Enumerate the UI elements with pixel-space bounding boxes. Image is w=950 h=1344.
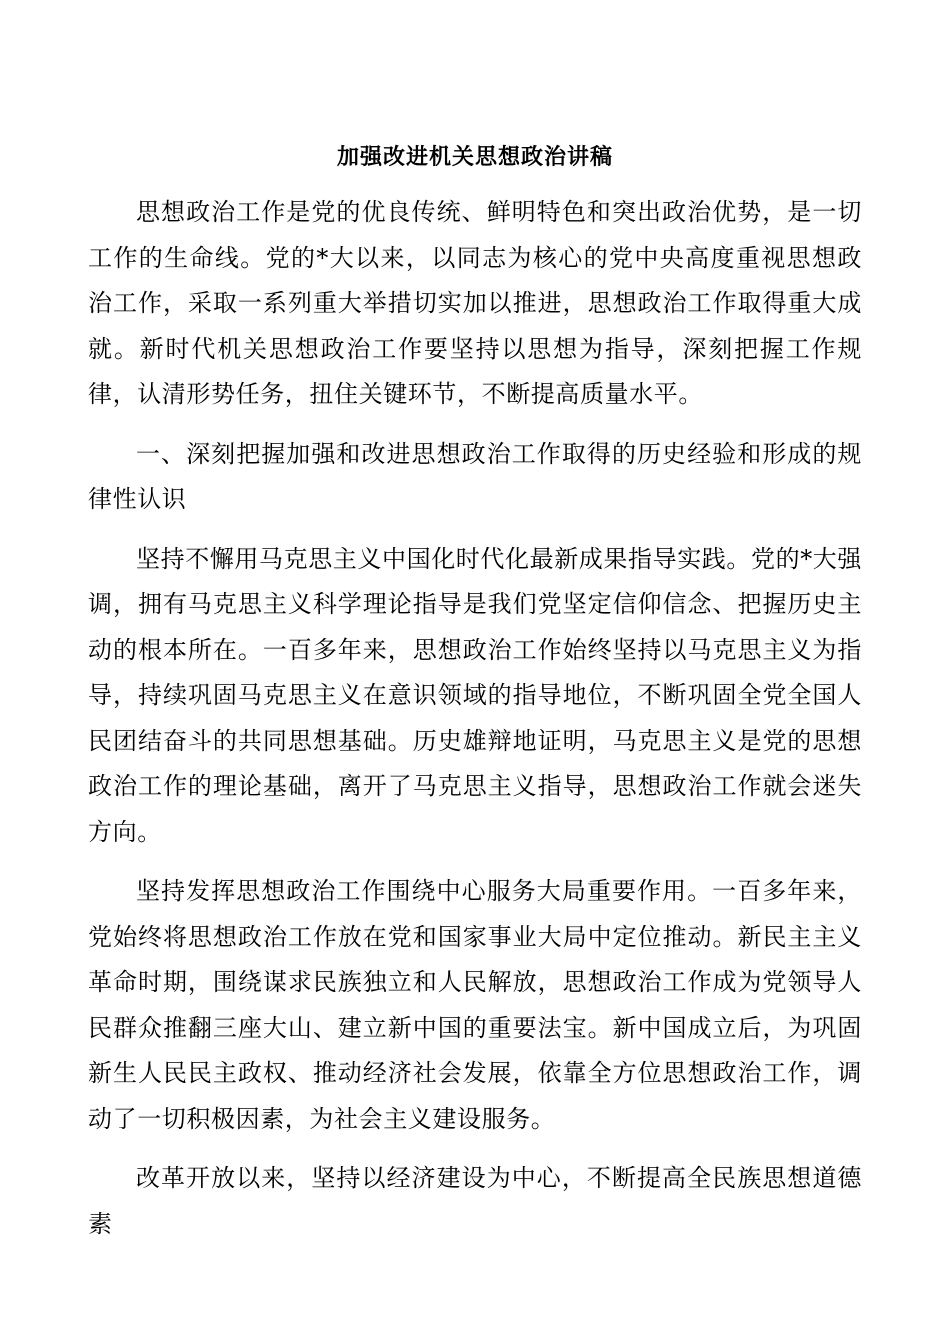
paragraph-intro: 思想政治工作是党的优良传统、鲜明特色和突出政治优势，是一切工作的生命线。党的*大以来，以同志为核心的党中央高度重视思想政治工作，采取一系列重大举措切实加以推进，思想政治工作取得重大成就。新时代机关思想政治工作要坚持以思想为指导，深刻把握工作规律，认清形势任务，扭住关键环节，不断提高质量水平。 (88, 198, 862, 408)
paragraph-reform: 改革开放以来，坚持以经济建设为中心，不断提高全民族思想道德素 (88, 1164, 862, 1238)
paragraph-marxism: 坚持不懈用马克思主义中国化时代化最新成果指导实践。党的*大强调，拥有马克思主义科学理论指导是我们党坚定信仰信念、把握历史主动的根本所在。一百多年来，思想政治工作始终坚持以马克思主义为指导，持续巩固马克思主义在意识领域的指导地位，不断巩固全党全国人民团结奋斗的共同思想基础。历史雄辩地证明，马克思主义是党的思想政治工作的理论基础，离开了马克思主义指导，思想政治工作就会迷失方向。 (88, 544, 862, 846)
section-heading-1: 一、深刻把握加强和改进思想政治工作取得的历史经验和形成的规律性认识 (88, 439, 862, 513)
document-body (88, 190, 862, 1261)
document-title: 加强改进机关思想政治讲稿 (336, 144, 613, 170)
paragraph-central-role: 坚持发挥思想政治工作围绕中心服务大局重要作用。一百多年来，党始终将思想政治工作放在党和国家事业大局中定位推动。新民主主义革命时期，围绕谋求民族独立和人民解放，思想政治工作成为党领导人民群众推翻三座大山、建立新中国的重要法宝。新中国成立后，为巩固新生人民民主政权、推动经济社会发展，依靠全方位思想政治工作，调动了一切积极因素，为社会主义建设服务。 (88, 877, 862, 1133)
